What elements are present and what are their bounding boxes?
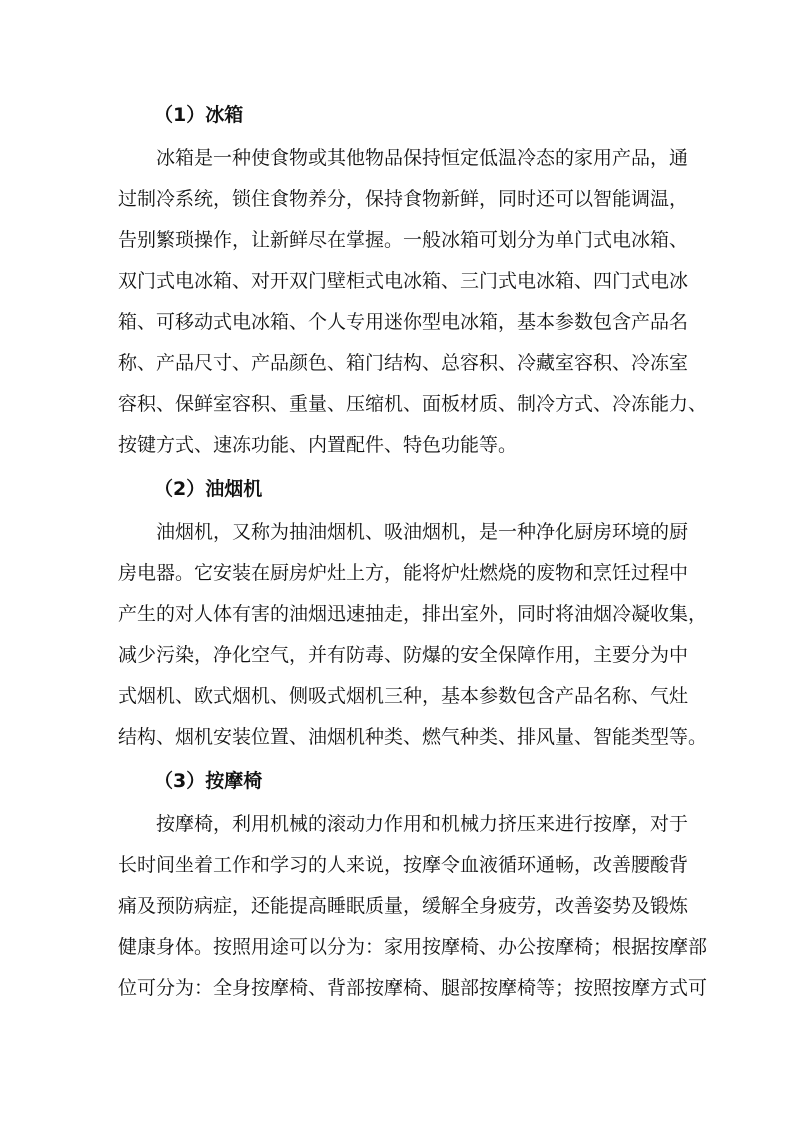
paragraph-line: 产生的对人体有害的油烟迅速抽走，排出室外，同时将油烟冷凝收集， [118,603,708,625]
paragraph-line: 痛及预防病症，还能提高睡眠质量，缓解全身疲劳，改善姿势及锻炼 [118,895,689,917]
paragraph-line: 健康身体。按照用途可以分为：家用按摩椅、办公按摩椅；根据按摩部 [118,936,708,958]
paragraph-line: 过制冷系统，锁住食物养分，保持食物新鲜，同时还可以智能调温， [118,188,689,210]
paragraph-line: 容积、保鲜室容积、重量、压缩机、面板材质、制冷方式、冷冻能力、 [118,393,708,415]
paragraph-line: 双门式电冰箱、对开双门壁柜式电冰箱、三门式电冰箱、四门式电冰 [118,270,689,292]
paragraph-line: 油烟机，又称为抽油烟机、吸油烟机，是一种净化厨房环境的厨 [156,521,689,543]
paragraph-line: 称、产品尺寸、产品颜色、箱门结构、总容积、冷藏室容积、冷冻室 [118,352,689,374]
paragraph-massage-chair [118,804,708,1009]
section-heading-refrigerator: （1）冰箱 [154,104,244,126]
paragraph-line: 长时间坐着工作和学习的人来说，按摩令血液循环通畅，改善腰酸背 [118,854,689,876]
paragraph-refrigerator [118,138,708,466]
section-heading-massage-chair: （3）按摩椅 [154,770,263,792]
paragraph-line: 按摩椅，利用机械的滚动力作用和机械力挤压来进行按摩，对于 [156,813,689,835]
paragraph-line: 按键方式、速冻功能、内置配件、特色功能等。 [118,434,518,456]
paragraph-line: 减少污染，净化空气，并有防毒、防爆的安全保障作用，主要分为中 [118,644,689,666]
paragraph-line: 冰箱是一种使食物或其他物品保持恒定低温冷态的家用产品，通 [156,147,689,169]
paragraph-line: 房电器。它安装在厨房炉灶上方，能将炉灶燃烧的废物和烹饪过程中 [118,562,689,584]
paragraph-line: 告别繁琐操作，让新鲜尽在掌握。一般冰箱可划分为单门式电冰箱、 [118,229,689,251]
section-heading-range-hood: （2）油烟机 [154,478,263,500]
paragraph-line: 式烟机、欧式烟机、侧吸式烟机三种，基本参数包含产品名称、气灶 [118,685,689,707]
paragraph-line: 位可分为：全身按摩椅、背部按摩椅、腿部按摩椅等；按照按摩方式可 [118,977,708,999]
paragraph-range-hood [118,512,708,758]
paragraph-line: 结构、烟机安装位置、油烟机种类、燃气种类、排风量、智能类型等。 [118,726,708,748]
paragraph-line: 箱、可移动式电冰箱、个人专用迷你型电冰箱，基本参数包含产品名 [118,311,689,333]
